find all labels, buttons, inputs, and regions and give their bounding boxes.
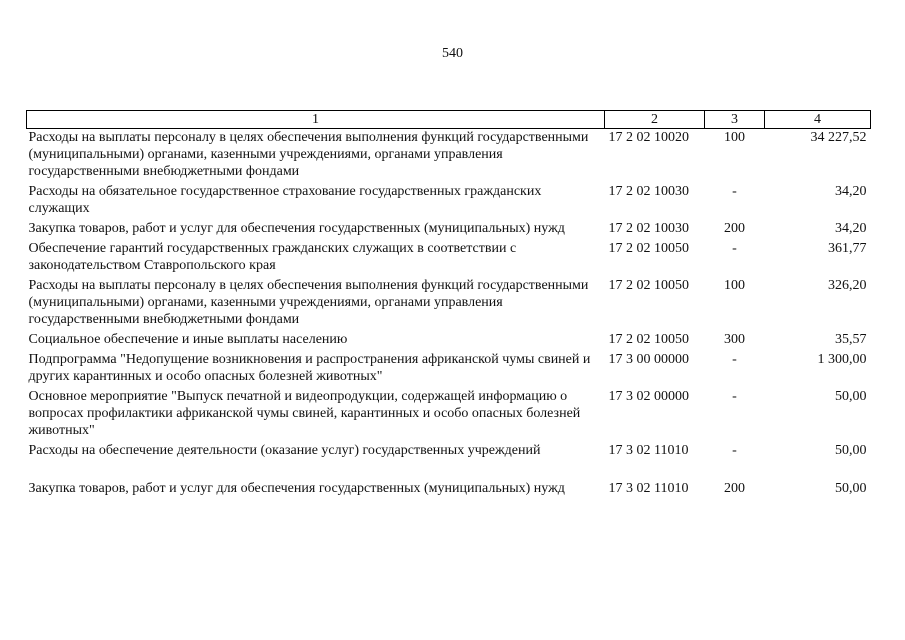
row-name: Основное мероприятие "Выпуск печатной и видеопродукции, содержащей информацию о вопросах профилактики африканской чумы свиней, карантинных и особо опасных болезней животных"	[28, 389, 581, 438]
table-row	[27, 220, 871, 240]
row-name: Подпрограмма "Недопущение возникновения и распространения африканской чумы свиней и других карантинных и особо опасных болезней животных"	[28, 352, 591, 384]
row-code: 17 3 02 00000	[608, 389, 689, 404]
table-row	[27, 240, 871, 277]
row-type: 100	[724, 130, 745, 145]
header-col-amount: 4	[765, 111, 871, 129]
header-row	[27, 111, 871, 129]
row-type: -	[732, 389, 737, 404]
row-name: Расходы на выплаты персоналу в целях обеспечения выполнения функций государственными (муниципальными) органами, казенными учреждениями, органами управления государственными внебюджетными фондами	[28, 130, 589, 179]
row-code: 17 2 02 10030	[608, 184, 689, 199]
row-type: 200	[724, 481, 745, 496]
table-row	[27, 277, 871, 331]
row-name: Расходы на выплаты персоналу в целях обеспечения выполнения функций государственными (муниципальными) органами, казенными учреждениями, органами управления государственными внебюджетными фондами	[28, 278, 589, 327]
table-row	[27, 331, 871, 351]
row-name: Закупка товаров, работ и услуг для обеспечения государственных (муниципальных) нужд	[28, 221, 565, 236]
row-name: Социальное обеспечение и иные выплаты населению	[28, 332, 348, 347]
row-code: 17 3 02 11010	[608, 481, 689, 496]
row-amount: 326,20	[828, 278, 867, 293]
row-code: 17 3 02 11010	[608, 443, 689, 458]
row-name: Расходы на обязательное государственное страхование государственных гражданских служащих	[28, 184, 542, 216]
table-row	[27, 388, 871, 442]
row-code: 17 2 02 10030	[608, 221, 689, 236]
row-amount: 50,00	[835, 389, 867, 404]
row-code: 17 2 02 10050	[608, 241, 689, 256]
row-type: 300	[724, 332, 745, 347]
row-code: 17 2 02 10020	[608, 130, 689, 145]
row-amount: 50,00	[835, 443, 867, 458]
row-type: -	[732, 184, 737, 199]
row-code: 17 2 02 10050	[608, 278, 689, 293]
row-name: Обеспечение гарантий государственных гражданских служащих в соответствии с законодательством Ставропольского края	[28, 241, 517, 273]
budget-table	[26, 110, 871, 500]
row-type: -	[732, 241, 737, 256]
row-type: 100	[724, 278, 745, 293]
table-row	[27, 442, 871, 462]
table-header	[27, 111, 871, 129]
row-amount: 361,77	[828, 241, 867, 256]
row-amount: 34,20	[835, 184, 867, 199]
header-col-name: 1	[27, 111, 605, 129]
row-code: 17 3 00 00000	[608, 352, 689, 367]
row-type: 200	[724, 221, 745, 236]
row-name: Закупка товаров, работ и услуг для обеспечения государственных (муниципальных) нужд	[28, 481, 565, 496]
row-code: 17 2 02 10050	[608, 332, 689, 347]
page-number: 540	[442, 46, 463, 61]
row-amount: 1 300,00	[817, 352, 867, 367]
row-amount: 34 227,52	[810, 130, 867, 145]
row-amount: 34,20	[835, 221, 867, 236]
table-body	[27, 129, 871, 501]
table-row	[27, 129, 871, 184]
table-row	[27, 183, 871, 220]
row-amount: 50,00	[835, 481, 867, 496]
row-name: Расходы на обеспечение деятельности (оказание услуг) государственных учреждений	[28, 443, 541, 458]
row-type: -	[732, 443, 737, 458]
row-type: -	[732, 352, 737, 367]
table-row	[27, 351, 871, 388]
header-col-type: 3	[705, 111, 765, 129]
table-row	[27, 462, 871, 500]
row-amount: 35,57	[835, 332, 867, 347]
header-col-code: 2	[605, 111, 705, 129]
